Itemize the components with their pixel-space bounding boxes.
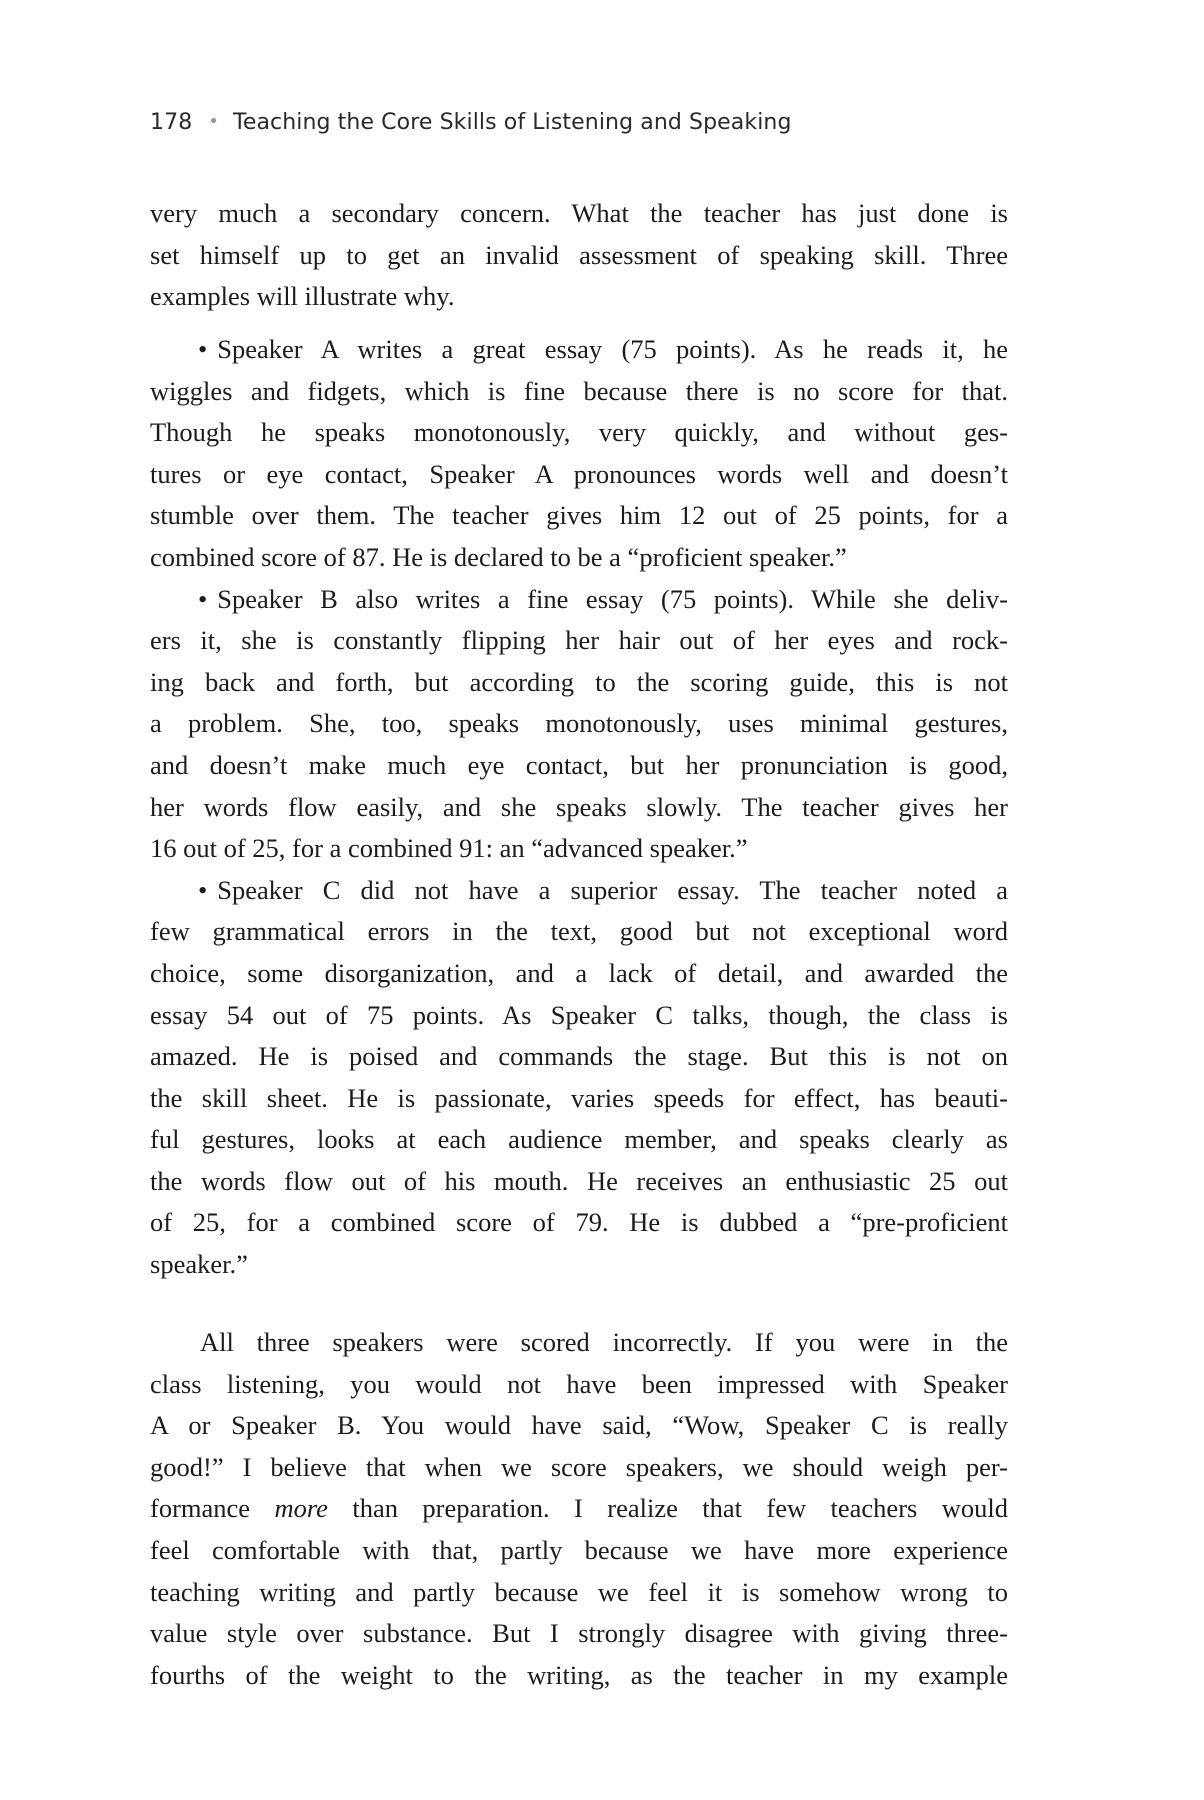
text-segment: than preparation. I realize that few teachers would bbox=[327, 1493, 1008, 1524]
text-line: feel comfortable with that, partly because we have more experience bbox=[150, 1534, 1008, 1565]
text-line: the skill sheet. He is passionate, varies speeds for effect, has beauti- bbox=[150, 1082, 1008, 1113]
running-title: Teaching the Core Skills of Listening and Speaking bbox=[233, 110, 792, 135]
text-line: teaching writing and partly because we feel it is somehow wrong to bbox=[150, 1576, 1008, 1607]
text-line: her words flow easily, and she speaks slowly. The teacher gives her bbox=[150, 791, 1008, 822]
text-line: 16 out of 25, for a combined 91: an “advanced speaker.” bbox=[150, 833, 748, 864]
bullet-item-speaker-b bbox=[150, 579, 1008, 870]
running-head bbox=[150, 110, 792, 135]
bullet-first-text: Speaker B also writes a fine essay (75 points). While she deliv- bbox=[217, 583, 1008, 614]
text-line: choice, some disorganization, and a lack of detail, and awarded the bbox=[150, 957, 1008, 988]
text-line: set himself up to get an invalid assessment of speaking skill. Three bbox=[150, 239, 1008, 270]
text-line bbox=[150, 870, 1008, 912]
bullet-first-text: Speaker C did not have a superior essay. The teacher noted a bbox=[217, 874, 1008, 905]
text-line: value style over substance. But I strongly disagree with giving three- bbox=[150, 1618, 1008, 1649]
text-line: speaker.” bbox=[150, 1249, 248, 1280]
text-line bbox=[150, 579, 1008, 621]
text-line: the words flow out of his mouth. He receives an enthusiastic 25 out bbox=[150, 1165, 1008, 1196]
text-line: and doesn’t make much eye contact, but her pronunciation is good, bbox=[150, 749, 1008, 780]
text-line: combined score of 87. He is declared to be a “proficient speaker.” bbox=[150, 541, 847, 572]
text-line: examples will illustrate why. bbox=[150, 281, 455, 312]
text-line: wiggles and fidgets, which is fine because there is no score for that. bbox=[150, 375, 1008, 406]
bullet-item-speaker-c bbox=[150, 870, 1008, 1286]
bullet-glyph: • bbox=[198, 334, 208, 364]
text-segment: formance bbox=[150, 1493, 275, 1524]
text-line: ful gestures, looks at each audience member, and speaks clearly as bbox=[150, 1124, 1008, 1155]
bullet-list bbox=[150, 329, 1008, 1286]
text-line: tures or eye contact, Speaker A pronounces words well and doesn’t bbox=[150, 458, 1008, 489]
text-line: good!” I believe that when we score speakers, we should weigh per- bbox=[150, 1451, 1008, 1482]
text-line: essay 54 out of 75 points. As Speaker C talks, though, the class is bbox=[150, 999, 1008, 1030]
text-line: Though he speaks monotonously, very quickly, and without ges- bbox=[150, 417, 1008, 448]
text-line: stumble over them. The teacher gives him 12 out of 25 points, for a bbox=[150, 500, 1008, 531]
bullet-item-speaker-a bbox=[150, 329, 1008, 579]
text-line: ers it, she is constantly flipping her hair out of her eyes and rock- bbox=[150, 625, 1008, 656]
separator-dot: • bbox=[208, 111, 220, 132]
text-line: A or Speaker B. You would have said, “Wow, Speaker C is really bbox=[150, 1410, 1008, 1441]
text-line: few grammatical errors in the text, good but not exceptional word bbox=[150, 916, 1008, 947]
bullet-first-text: Speaker A writes a great essay (75 points). As he reads it, he bbox=[217, 334, 1008, 364]
text-line bbox=[150, 329, 1008, 371]
text-line: fourths of the weight to the writing, as the teacher in my example bbox=[150, 1659, 1008, 1690]
text-line: class listening, you would not have been impressed with Speaker bbox=[150, 1368, 1008, 1399]
closing-paragraph bbox=[150, 1322, 1008, 1696]
bullet-glyph: • bbox=[198, 874, 208, 905]
text-line: amazed. He is poised and commands the stage. But this is not on bbox=[150, 1041, 1008, 1072]
text-line: of 25, for a combined score of 79. He is dubbed a “pre-proficient bbox=[150, 1207, 1008, 1238]
page-number: 178 bbox=[150, 110, 193, 135]
intro-paragraph bbox=[150, 193, 1008, 318]
text-line: ing back and forth, but according to the scoring guide, this is not bbox=[150, 666, 1008, 697]
bullet-glyph: • bbox=[198, 583, 208, 614]
text-line: All three speakers were scored incorrectly. If you were in the bbox=[200, 1327, 1008, 1357]
text-line bbox=[150, 1488, 1008, 1530]
text-line: very much a secondary concern. What the teacher has just done is bbox=[150, 198, 1008, 228]
text-line: a problem. She, too, speaks monotonously, uses minimal gestures, bbox=[150, 708, 1008, 739]
emphasis-word: more bbox=[274, 1493, 328, 1524]
